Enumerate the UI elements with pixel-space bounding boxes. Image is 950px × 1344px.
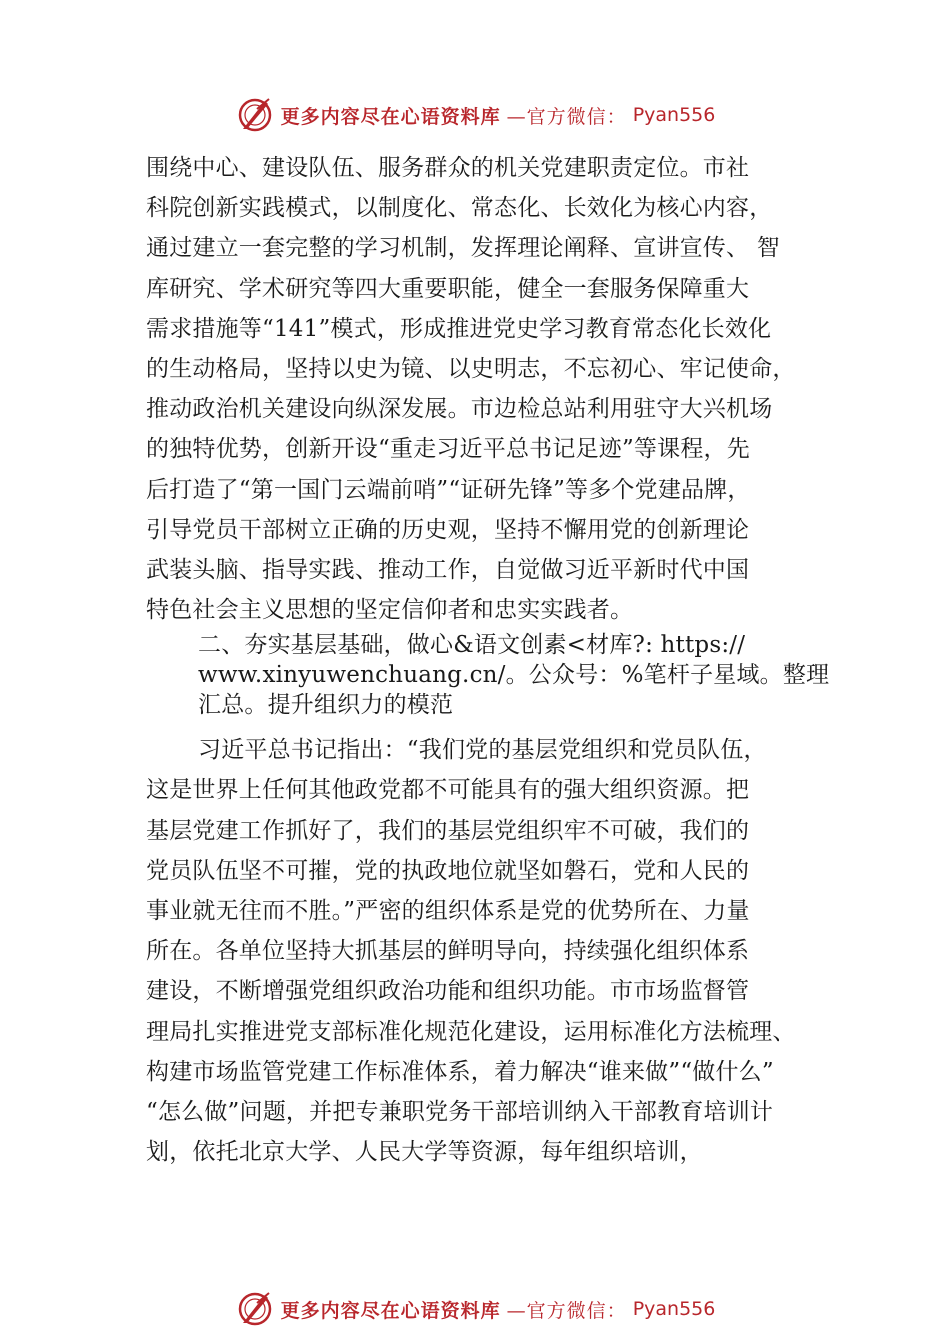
text-line: 通过建立一套完整的学习机制，发挥理论阐释、宣讲宣传、 智 xyxy=(146,235,780,262)
text-line: 事业就无往而不胜。”严密的组织体系是党的优势所在、力量 xyxy=(146,898,750,924)
text-line: 理局扎实推进党支部标准化规范化建设，运用标准化方法梳理、 xyxy=(146,1018,796,1045)
text-line: 所在。各单位坚持大抓基层的鲜明导向，持续强化组织体系 xyxy=(146,938,750,965)
text-line: 党员队伍坚不可摧，党的执政地位就坚如磐石，党和人民的 xyxy=(146,857,750,884)
text-line: 基层党建工作抓好了，我们的基层党组织牢不可破，我们的 xyxy=(146,817,750,844)
banner-title: 更多内容尽在心语资料库 xyxy=(280,105,501,128)
text-line: “怎么做”问题，并把专兼职党务干部培训纳入干部教育培训计 xyxy=(146,1098,774,1125)
heading-line: 汇总。提升组织力的模范 xyxy=(198,692,454,719)
text-line: 围绕中心、建设队伍、服务群众的机关党建职责定位。市社 xyxy=(146,155,750,181)
section-heading xyxy=(146,630,846,720)
banner-title: 更多内容尽在心语资料库 xyxy=(280,1299,501,1322)
text-line: 特色社会主义思想的坚定信仰者和忠实实践者。 xyxy=(146,597,634,624)
banner-wechat-label: —官方微信： xyxy=(506,105,627,128)
paragraph-1 xyxy=(146,148,846,630)
text-line: 这是世界上任何其他政党都不可能具有的强大组织资源。把 xyxy=(146,777,750,804)
heading-line: www.xinyuwenchuang.cn/。公众号：%笔杆子星域。整理 xyxy=(198,662,830,689)
text-line: 的独特优势，创新开设“重走习近平总书记足迹”等课程，先 xyxy=(146,436,750,463)
text-line: 需求措施等“141”模式，形成推进党史学习教育常态化长效化 xyxy=(146,315,772,342)
text-line: 构建市场监管党建工作标准体系，着力解决“谁来做”“做什么” xyxy=(146,1058,774,1085)
text-line: 习近平总书记指出：“我们党的基层党组织和党员队伍， xyxy=(198,737,767,764)
text-line: 推动政治机关建设向纵深发展。市边检总站利用驻守大兴机场 xyxy=(146,396,773,423)
text-line: 建设，不断增强党组织政治功能和组织功能。市市场监督管 xyxy=(146,978,750,1005)
paragraph-2 xyxy=(146,730,846,1172)
footer-banner xyxy=(0,1286,950,1332)
banner-wechat-id: Pyan556 xyxy=(632,104,716,126)
text-line: 划，依托北京大学、人民大学等资源，每年组织培训， xyxy=(146,1139,703,1166)
header-banner xyxy=(0,92,950,138)
text-line: 库研究、学术研究等四大重要职能，健全一套服务保障重大 xyxy=(146,275,750,302)
quill-seal-logo-icon xyxy=(235,1289,275,1329)
text-line: 引导党员干部树立正确的历史观，坚持不懈用党的创新理论 xyxy=(146,516,750,543)
document-body xyxy=(146,148,846,1172)
text-line: 武装头脑、指导实践、推动工作，自觉做习近平新时代中国 xyxy=(146,556,750,583)
text-line: 科院创新实践模式，以制度化、常态化、长效化为核心内容， xyxy=(146,195,773,222)
text-line: 的生动格局，坚持以史为镜、以史明志，不忘初心、牢记使命， xyxy=(146,355,796,382)
banner-wechat-id: Pyan556 xyxy=(632,1298,716,1320)
heading-line: 二、夯实基层基础，做心&语文创素<材库?: https:// xyxy=(198,632,746,659)
text-line: 后打造了“第一国门云端前哨”“证研先锋”等多个党建品牌， xyxy=(146,476,751,503)
banner-wechat-label: —官方微信： xyxy=(506,1299,627,1322)
quill-seal-logo-icon xyxy=(235,95,275,135)
